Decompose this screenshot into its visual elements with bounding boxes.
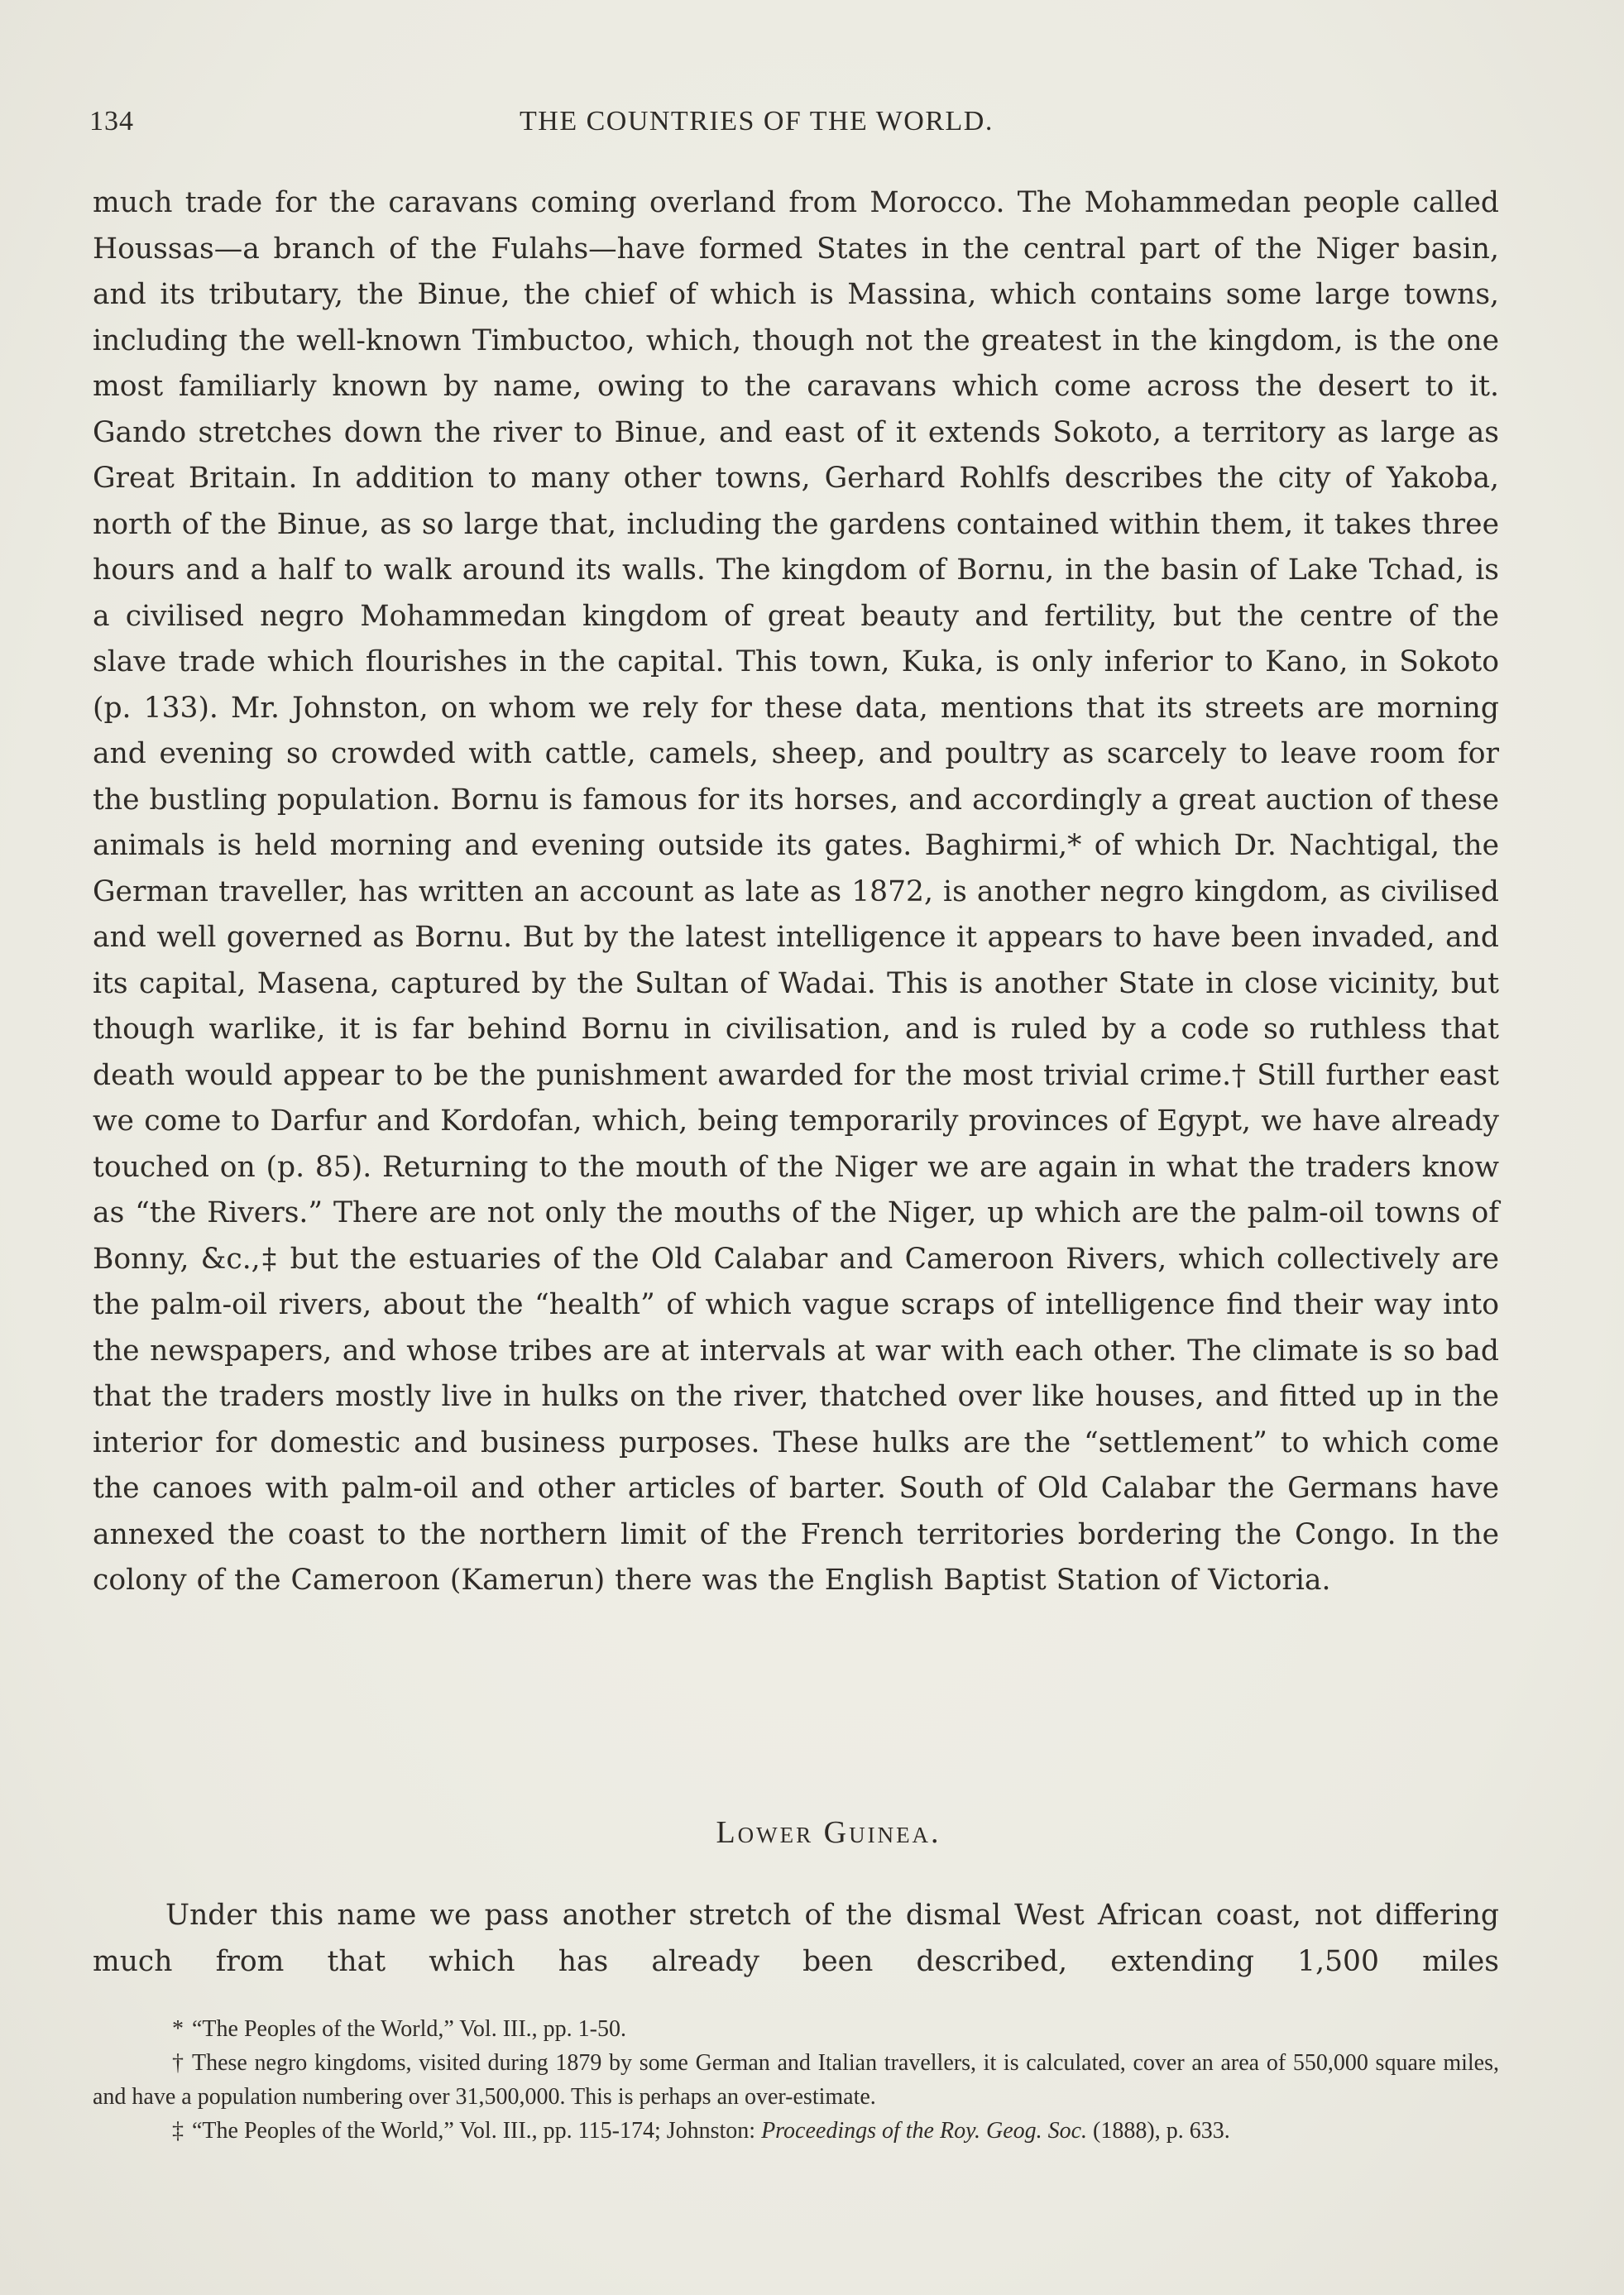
- running-title: THE COUNTRIES OF THE WORLD.: [520, 106, 994, 137]
- footnote-mark: †: [172, 2050, 184, 2076]
- footnote-text: “The Peoples of the World,” Vol. III., pp. 115-174; Johnston:: [192, 2118, 756, 2144]
- footnote-text: “The Peoples of the World,” Vol. III., pp. 1-50.: [192, 2016, 626, 2042]
- footnote-mark: ‡: [172, 2118, 184, 2144]
- footnote-3: [93, 2114, 1499, 2148]
- footnotes: [93, 2012, 1499, 2148]
- section-heading: Lower Guinea.: [716, 1815, 941, 1850]
- main-paragraph: much trade for the caravans coming overland from Morocco. The Mohammedan people called Houssas—a branch of the Fulahs—have formed States in the central part of the Niger basin, and its tributary, the Binue, the chief of which is Massina, which contains some large towns, including the well-known Timbuctoo, which, though not the greatest in the kingdom, is the one most familiarly known by name, owing to the caravans which come across the desert to it. Gando stretches down the river to Binue, and east of it extends Sokoto, a territory as large as Great Britain. In addition to many other towns, Gerhard Rohlfs describes the city of Yakoba, north of the Binue, as so large that, including the gardens contained within them, it takes three hours and a half to walk around its walls. The kingdom of Bornu, in the basin of Lake Tchad, is a civilised negro Mohammedan kingdom of great beauty and fertility, but the centre of the slave trade which flourishes in the capital. This town, Kuka, is only inferior to Kano, in Sokoto (p. 133). Mr. Johnston, on whom we rely for these data, mentions that its streets are morning and evening so crowded with cattle, camels, sheep, and poultry as scarcely to leave room for the bustling population. Bornu is famous for its horses, and accordingly a great auction of these animals is held morning and evening outside its gates. Baghirmi,* of which Dr. Nachtigal, the German traveller, has written an account as late as 1872, is another negro kingdom, as civilised and well governed as Bornu. But by the latest intelligence it appears to have been invaded, and its capital, Masena, captured by the Sultan of Wadai. This is another State in close vicinity, but though warlike, it is far behind Bornu in civilisation, and is ruled by a code so ruthless that death would appear to be the punishment awarded for the most trivial crime.† Still further east we come to Darfur and Kordofan, which, being temporarily provinces of Egypt, we have already touched on (p. 85). Returning to the mouth of the Niger we are again in what the traders know as “the Rivers.” There are not only the mouths of the Niger, up which are the palm-oil towns of Bonny, &c.,‡ but the estuaries of the Old Calabar and Cameroon Rivers, which collectively are the palm-oil rivers, about the “health” of which vague scraps of intelligence find their way into the newspapers, and whose tribes are at intervals at war with each other. The climate is so bad that the traders mostly live in hulks on the river, thatched over like houses, and fitted up in the interior for domestic and business purposes. These hulks are the “settlement” to which come the canoes with palm-oil and other articles of barter. South of Old Calabar the Germans have annexed the coast to the northern limit of the French territories bordering the Congo. In the colony of the Cameroon (Kamerun) there was the English Baptist Station of Victoria.: [93, 186, 1499, 1597]
- footnote-citation-title: Proceedings of the Roy. Geog. Soc.: [761, 2118, 1088, 2144]
- footnote-text: These negro kingdoms, visited during 1879 by some German and Italian travellers, it is calculated, cover an area of 550,000 square miles, and have a population numbering over 31,500,000. This is perhaps an over-estimate.: [93, 2050, 1499, 2110]
- running-head: [89, 106, 1496, 147]
- footnote-mark: *: [172, 2016, 184, 2042]
- footnote-2: [93, 2046, 1499, 2114]
- footnote-citation-page: (1888), p. 633.: [1093, 2118, 1230, 2144]
- page-number: 134: [89, 106, 134, 137]
- footnote-1: [93, 2012, 1499, 2046]
- section-paragraph: Under this name we pass another stretch of the dismal West African coast, not differing much from that which has already been described, extending 1,500 miles: [93, 1899, 1499, 1978]
